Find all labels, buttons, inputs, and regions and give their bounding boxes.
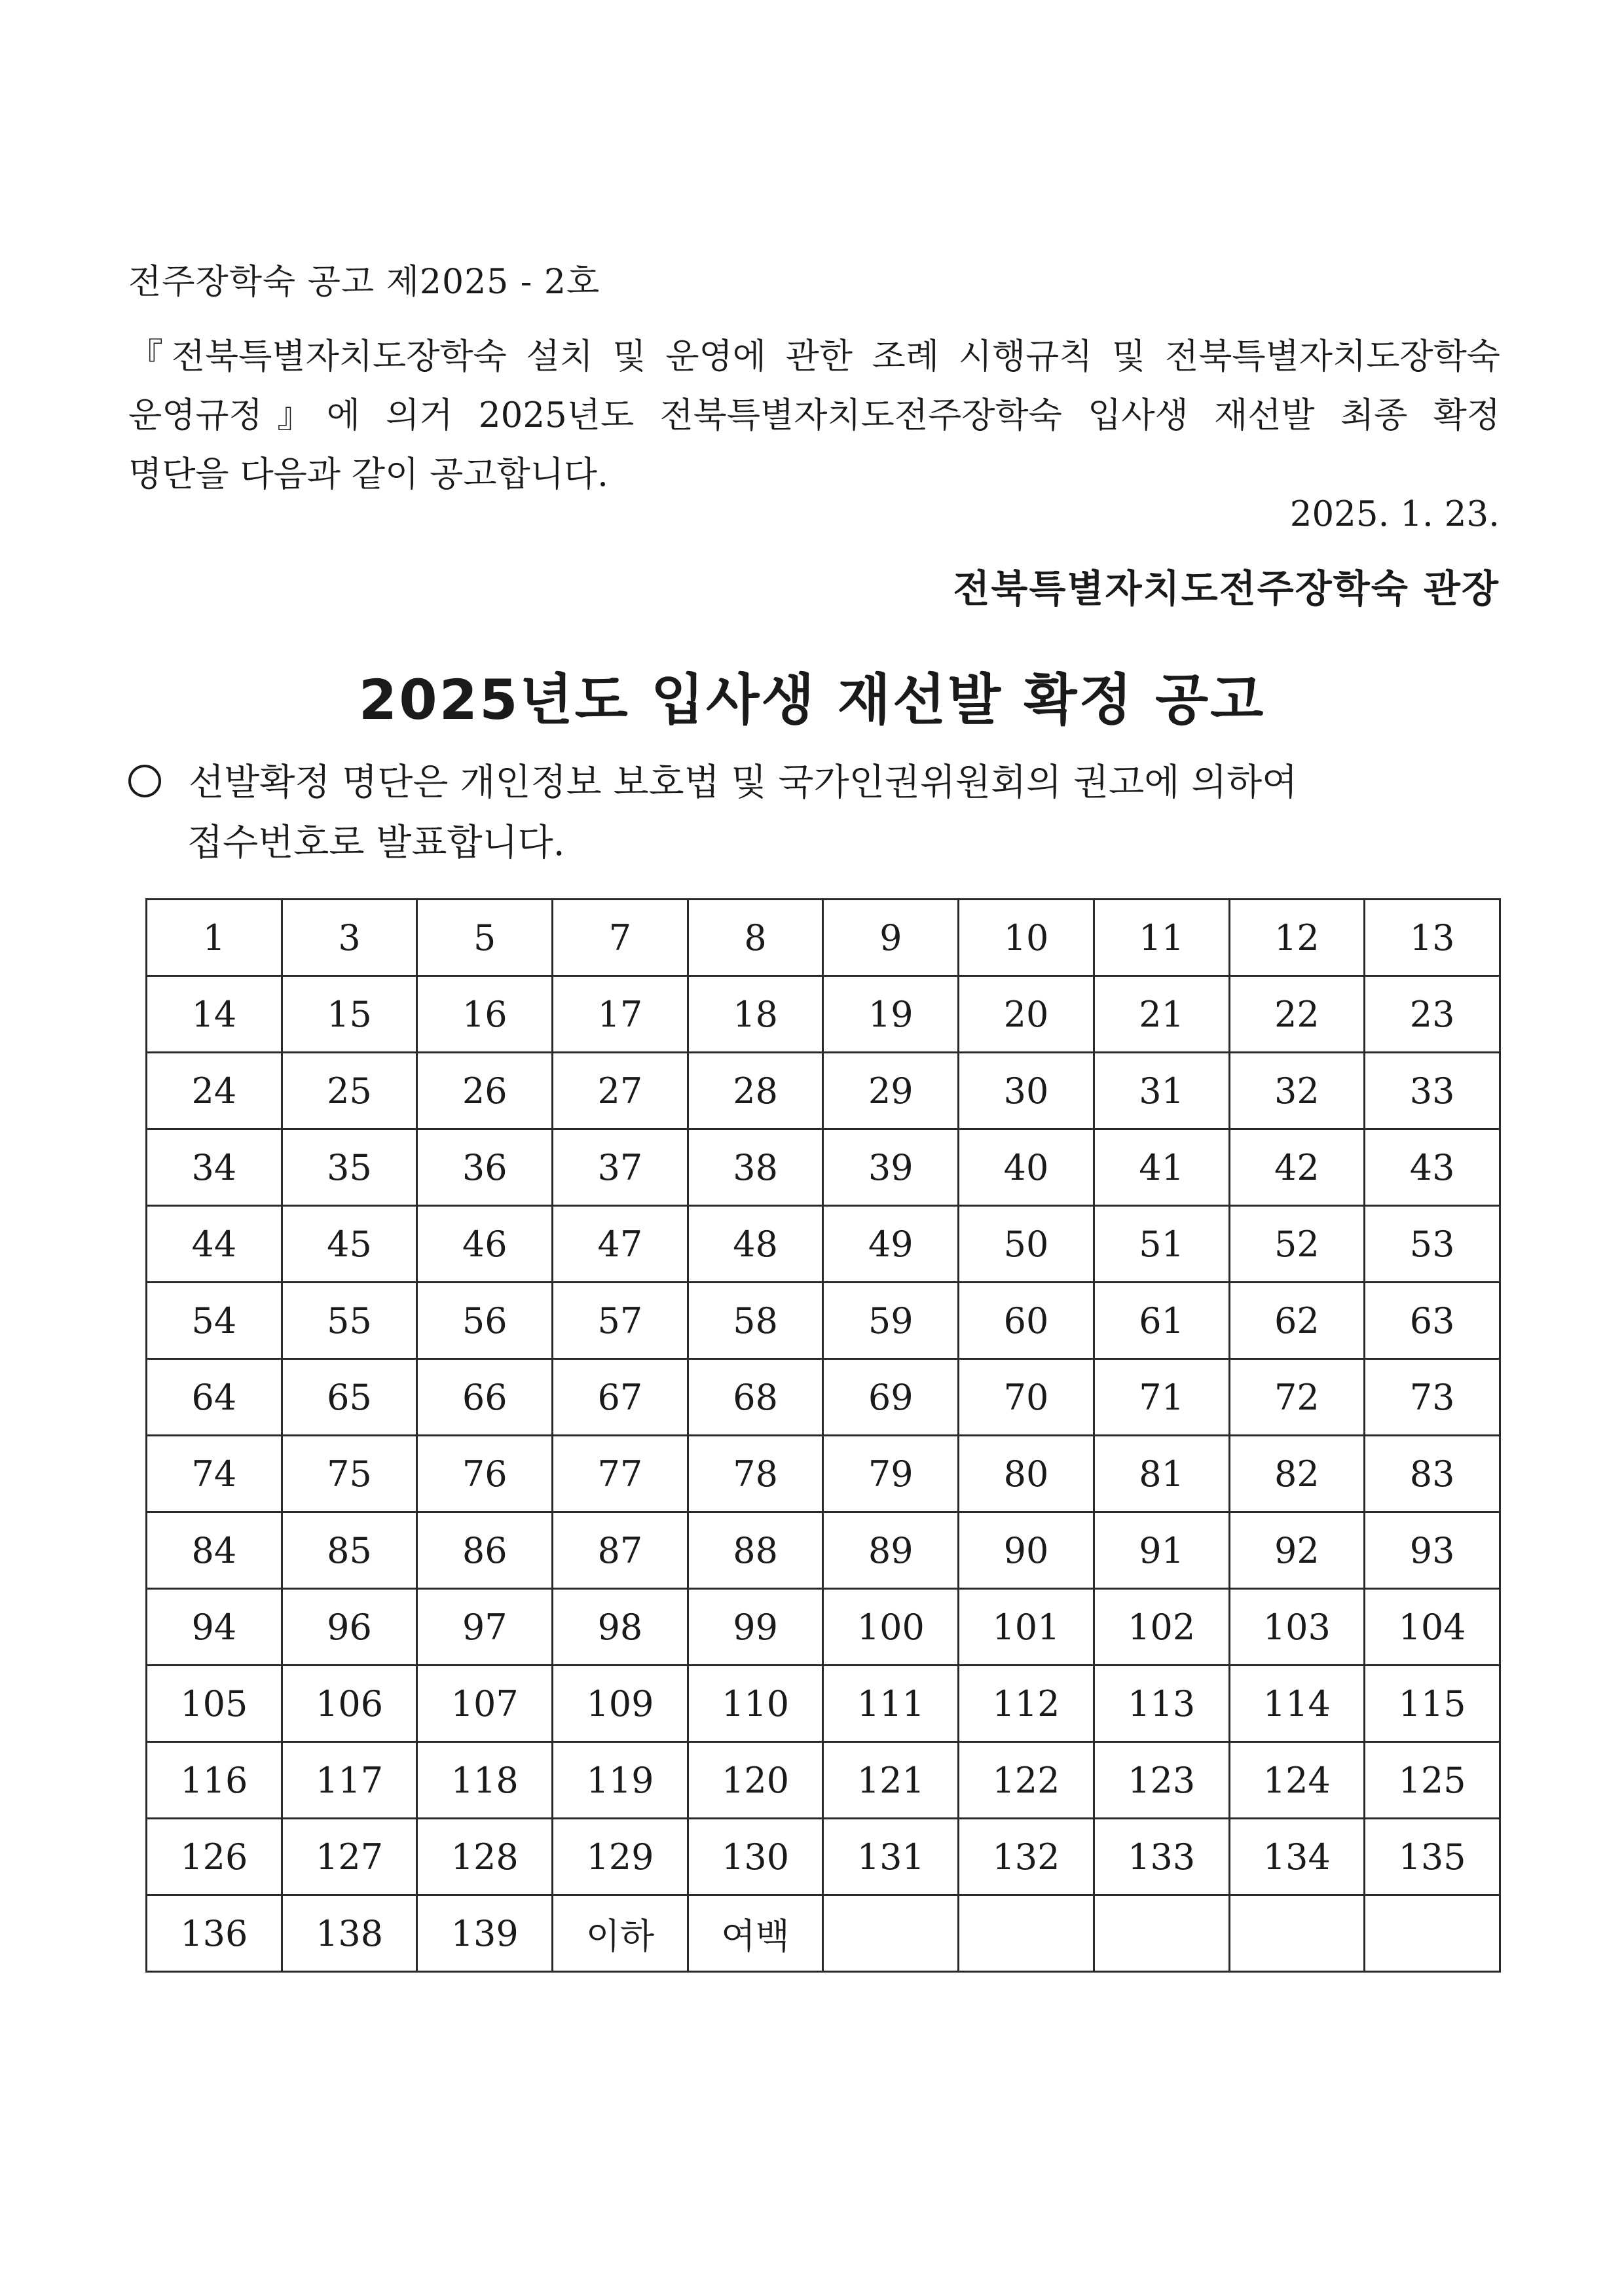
table-cell: 133: [1094, 1819, 1229, 1895]
table-cell: 20: [959, 976, 1094, 1053]
table-row: [147, 1129, 1500, 1206]
table-cell: 15: [282, 976, 417, 1053]
table-cell: 81: [1094, 1436, 1229, 1512]
table-cell: 128: [417, 1819, 553, 1895]
table-cell: 54: [147, 1283, 282, 1359]
table-cell: 53: [1365, 1206, 1500, 1283]
table-cell: 125: [1365, 1742, 1500, 1819]
table-row: [147, 1895, 1500, 1972]
table-cell: 105: [147, 1666, 282, 1742]
table-cell: 98: [553, 1589, 688, 1666]
table-cell: 102: [1094, 1589, 1229, 1666]
table-cell: 115: [1365, 1666, 1500, 1742]
table-cell: 112: [959, 1666, 1094, 1742]
notice-date: 2025. 1. 23.: [1289, 494, 1500, 534]
table-cell: 83: [1365, 1436, 1500, 1512]
table-cell: 70: [959, 1359, 1094, 1436]
table-cell: 93: [1365, 1512, 1500, 1589]
table-cell: 76: [417, 1436, 553, 1512]
table-row: [147, 1819, 1500, 1895]
table-cell: 132: [959, 1819, 1094, 1895]
table-cell: 85: [282, 1512, 417, 1589]
table-cell: 103: [1229, 1589, 1365, 1666]
table-cell: 94: [147, 1589, 282, 1666]
table-cell: 45: [282, 1206, 417, 1283]
table-cell: [823, 1895, 959, 1972]
table-cell: 116: [147, 1742, 282, 1819]
table-cell: 22: [1229, 976, 1365, 1053]
table-cell: 44: [147, 1206, 282, 1283]
table-cell: 106: [282, 1666, 417, 1742]
table-cell: 82: [1229, 1436, 1365, 1512]
table-cell: 여백: [688, 1895, 823, 1972]
table-cell: 57: [553, 1283, 688, 1359]
table-cell: 100: [823, 1589, 959, 1666]
table-cell: 56: [417, 1283, 553, 1359]
table-cell: 26: [417, 1053, 553, 1129]
table-cell: 109: [553, 1666, 688, 1742]
table-cell: 25: [282, 1053, 417, 1129]
table-cell: 28: [688, 1053, 823, 1129]
table-cell: 88: [688, 1512, 823, 1589]
table-cell: 75: [282, 1436, 417, 1512]
table-cell: 38: [688, 1129, 823, 1206]
table-cell: 3: [282, 900, 417, 976]
table-cell: 36: [417, 1129, 553, 1206]
table-cell: 63: [1365, 1283, 1500, 1359]
table-cell: 73: [1365, 1359, 1500, 1436]
table-cell: 114: [1229, 1666, 1365, 1742]
table-cell: 101: [959, 1589, 1094, 1666]
table-cell: 139: [417, 1895, 553, 1972]
table-cell: 119: [553, 1742, 688, 1819]
table-cell: 68: [688, 1359, 823, 1436]
table-cell: 41: [1094, 1129, 1229, 1206]
table-cell: 이하: [553, 1895, 688, 1972]
table-cell: 129: [553, 1819, 688, 1895]
table-cell: 72: [1229, 1359, 1365, 1436]
table-row: [147, 1742, 1500, 1819]
table-cell: 21: [1094, 976, 1229, 1053]
notice-body: [128, 327, 1500, 504]
table-cell: [1229, 1895, 1365, 1972]
table-cell: 113: [1094, 1666, 1229, 1742]
table-cell: 34: [147, 1129, 282, 1206]
table-cell: 32: [1229, 1053, 1365, 1129]
table-cell: 52: [1229, 1206, 1365, 1283]
table-row: [147, 1589, 1500, 1666]
notice-body-line: 『전북특별자치도장학숙 설치 및 운영에 관한 조례 시행규칙 및 전북특별자치도장학숙: [128, 337, 1500, 376]
table-cell: 121: [823, 1742, 959, 1819]
table-cell: 80: [959, 1436, 1094, 1512]
table-cell: 50: [959, 1206, 1094, 1283]
notice-body-line: 운영규정』에 의거 2025년도 전북특별자치도전주장학숙 입사생 재선발 최종 확정: [128, 395, 1500, 435]
table-row: [147, 1283, 1500, 1359]
table-cell: 62: [1229, 1283, 1365, 1359]
table-cell: 77: [553, 1436, 688, 1512]
table-cell: 127: [282, 1819, 417, 1895]
table-cell: 16: [417, 976, 553, 1053]
bullet-text: 선발확정 명단은 개인정보 보호법 및 국가인권위원회의 권고에 의하여: [189, 761, 1298, 804]
table-cell: 31: [1094, 1053, 1229, 1129]
table-cell: 86: [417, 1512, 553, 1589]
table-cell: 135: [1365, 1819, 1500, 1895]
circle-bullet-icon: [128, 765, 161, 797]
table-cell: [1094, 1895, 1229, 1972]
table-cell: 131: [823, 1819, 959, 1895]
bullet-line: 접수번호로 발표합니다.: [187, 822, 565, 864]
table-cell: 27: [553, 1053, 688, 1129]
table-cell: 13: [1365, 900, 1500, 976]
table-cell: 138: [282, 1895, 417, 1972]
table-cell: 19: [823, 976, 959, 1053]
table-cell: 7: [553, 900, 688, 976]
table-cell: 64: [147, 1359, 282, 1436]
table-cell: [959, 1895, 1094, 1972]
table-cell: 69: [823, 1359, 959, 1436]
table-cell: 40: [959, 1129, 1094, 1206]
table-row: [147, 1359, 1500, 1436]
table-row: [147, 1206, 1500, 1283]
table-cell: 91: [1094, 1512, 1229, 1589]
table-row: [147, 1512, 1500, 1589]
table-cell: 42: [1229, 1129, 1365, 1206]
table-cell: 10: [959, 900, 1094, 976]
table-cell: [1365, 1895, 1500, 1972]
table-cell: 126: [147, 1819, 282, 1895]
table-cell: 24: [147, 1053, 282, 1129]
table-cell: 11: [1094, 900, 1229, 976]
notice-signer: 전북특별자치도전주장학숙 관장: [953, 566, 1500, 611]
table-cell: 29: [823, 1053, 959, 1129]
notice-number: 전주장학숙 공고 제2025 - 2호: [128, 263, 600, 302]
table-cell: 46: [417, 1206, 553, 1283]
table-cell: 111: [823, 1666, 959, 1742]
table-cell: 134: [1229, 1819, 1365, 1895]
table-body: [147, 900, 1500, 1972]
table-cell: 1: [147, 900, 282, 976]
table-row: [147, 1436, 1500, 1512]
table-cell: 117: [282, 1742, 417, 1819]
table-cell: 67: [553, 1359, 688, 1436]
table-cell: 118: [417, 1742, 553, 1819]
table-row: [147, 900, 1500, 976]
table-row: [147, 976, 1500, 1053]
bullet-line: [128, 753, 1471, 813]
table-cell: 78: [688, 1436, 823, 1512]
table-cell: 48: [688, 1206, 823, 1283]
table-cell: 58: [688, 1283, 823, 1359]
table-cell: 14: [147, 976, 282, 1053]
bullet-note: [128, 753, 1471, 873]
table-cell: 47: [553, 1206, 688, 1283]
table-cell: 99: [688, 1589, 823, 1666]
table-cell: 92: [1229, 1512, 1365, 1589]
table-cell: 136: [147, 1895, 282, 1972]
table-cell: 8: [688, 900, 823, 976]
table-cell: 84: [147, 1512, 282, 1589]
table-cell: 9: [823, 900, 959, 976]
table-cell: 107: [417, 1666, 553, 1742]
table-cell: 35: [282, 1129, 417, 1206]
table-cell: 59: [823, 1283, 959, 1359]
table-row: [147, 1666, 1500, 1742]
table-cell: 12: [1229, 900, 1365, 976]
table-cell: 39: [823, 1129, 959, 1206]
table-cell: 79: [823, 1436, 959, 1512]
table-cell: 37: [553, 1129, 688, 1206]
table-cell: 65: [282, 1359, 417, 1436]
table-cell: 66: [417, 1359, 553, 1436]
notice-body-line: 명단을 다음과 같이 공고합니다.: [128, 454, 608, 494]
table-cell: 55: [282, 1283, 417, 1359]
table-cell: 30: [959, 1053, 1094, 1129]
table-row: [147, 1053, 1500, 1129]
table-cell: 49: [823, 1206, 959, 1283]
table-cell: 43: [1365, 1129, 1500, 1206]
table-cell: 87: [553, 1512, 688, 1589]
table-cell: 97: [417, 1589, 553, 1666]
table-cell: 18: [688, 976, 823, 1053]
applicant-number-table: [145, 898, 1501, 1973]
table-cell: 60: [959, 1283, 1094, 1359]
table-cell: 124: [1229, 1742, 1365, 1819]
table-cell: 104: [1365, 1589, 1500, 1666]
table-cell: 122: [959, 1742, 1094, 1819]
table-cell: 120: [688, 1742, 823, 1819]
table-cell: 130: [688, 1819, 823, 1895]
table-cell: 89: [823, 1512, 959, 1589]
table-cell: 17: [553, 976, 688, 1053]
table-cell: 51: [1094, 1206, 1229, 1283]
page-title: 2025년도 입사생 재선발 확정 공고: [358, 668, 1266, 732]
table-cell: 5: [417, 900, 553, 976]
table-cell: 90: [959, 1512, 1094, 1589]
table-cell: 123: [1094, 1742, 1229, 1819]
table-cell: 61: [1094, 1283, 1229, 1359]
table-cell: 74: [147, 1436, 282, 1512]
table-cell: 71: [1094, 1359, 1229, 1436]
table-cell: 110: [688, 1666, 823, 1742]
table-cell: 23: [1365, 976, 1500, 1053]
table-cell: 33: [1365, 1053, 1500, 1129]
table-cell: 96: [282, 1589, 417, 1666]
